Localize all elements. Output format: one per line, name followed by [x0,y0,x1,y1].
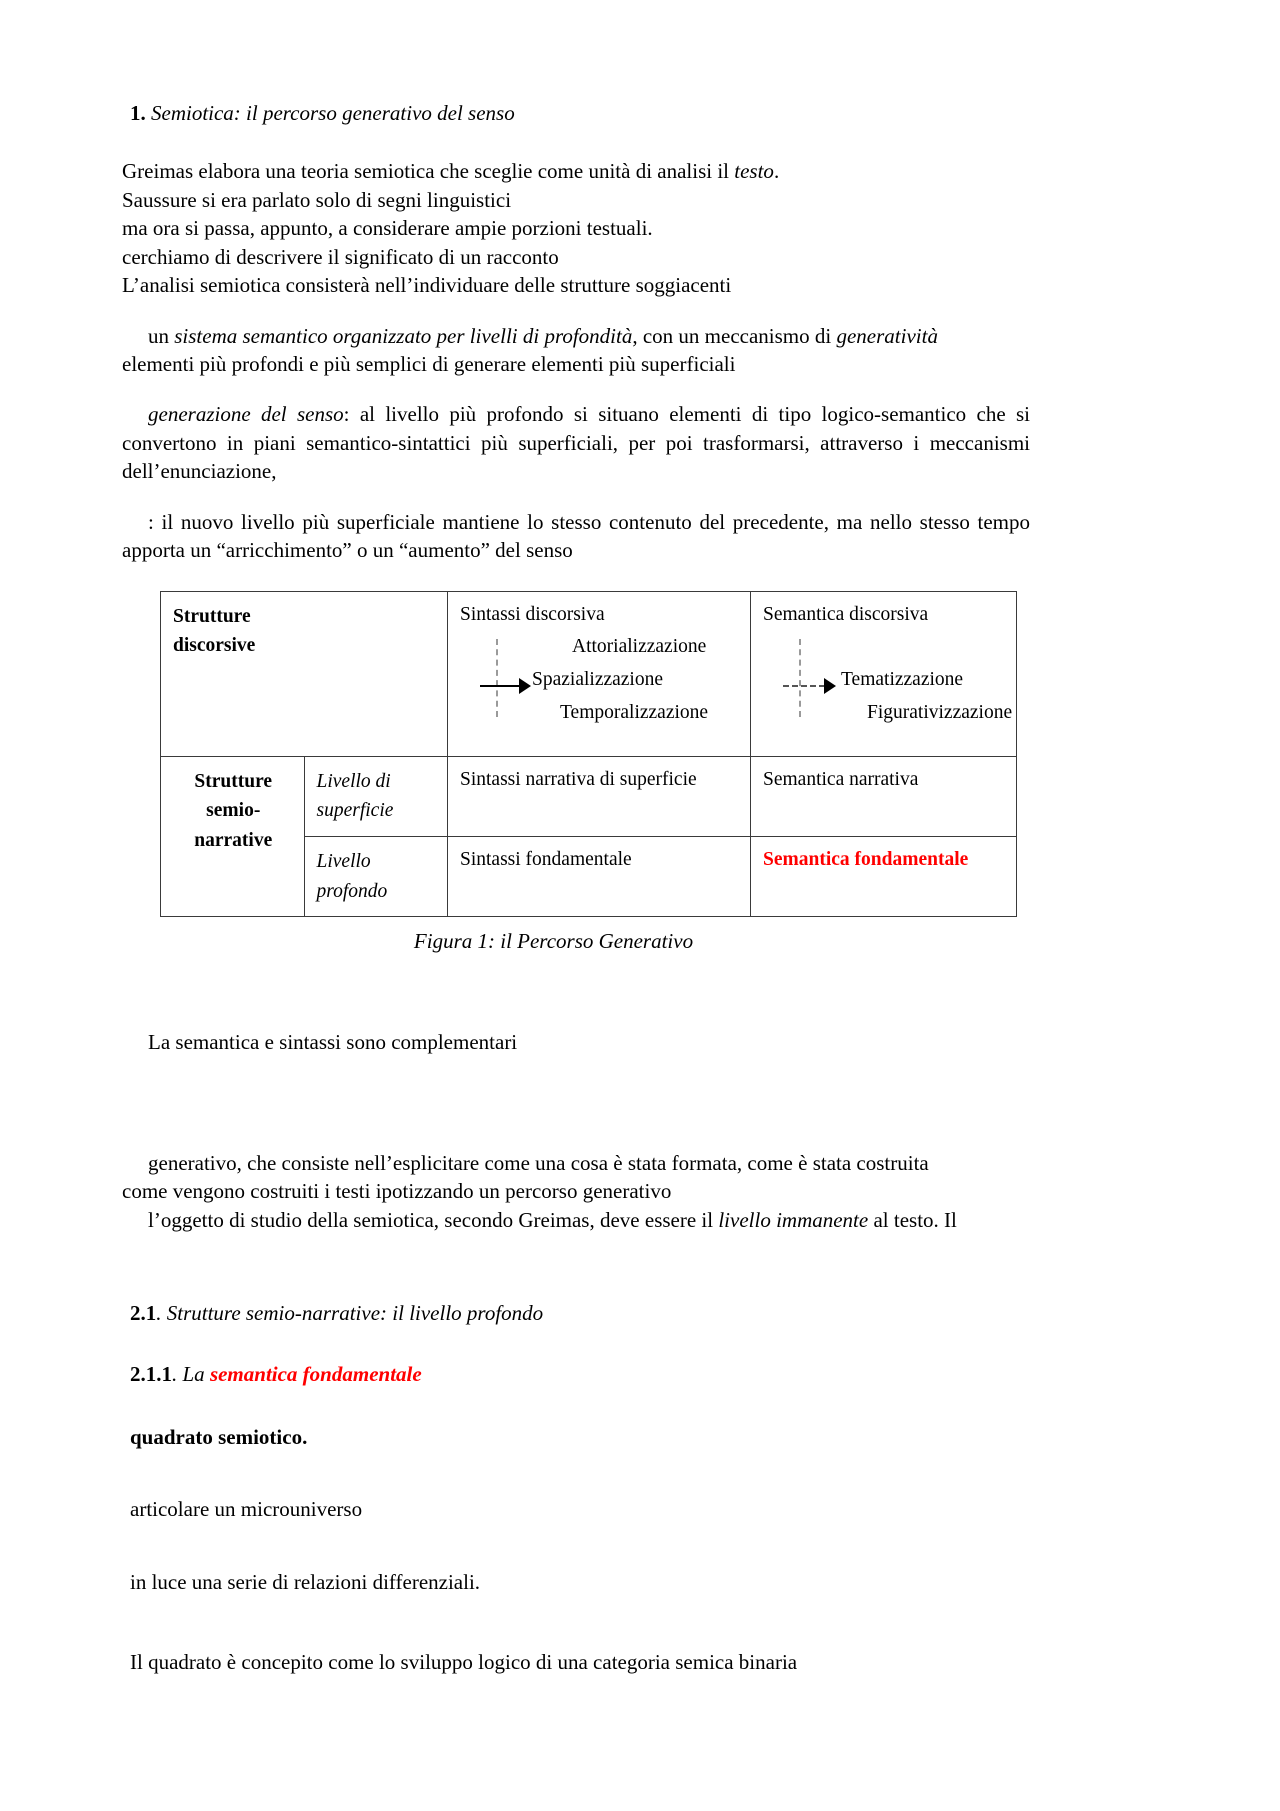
sintassi-discorsiva-items [532,631,708,729]
section-2-1-number: 2.1 [130,1301,157,1326]
semio-narrative-line-3: narrative [194,829,273,851]
table-row-superficie [161,756,1017,836]
paragraph-4: : il nuovo livello più superficiale mantiene lo stesso contenuto del precedente, ma nello stesso tempo apporta un “arricchimento” o un “aumento” del senso [122,509,1030,563]
spacer [122,1524,1030,1568]
section-1-title: Semiotica: il percorso generativo del senso [151,101,515,125]
semantica-item-tematizzazione: Tematizzazione [841,668,964,690]
paragraph-7 [122,1206,1030,1234]
cell-semantica-discorsiva [751,591,1017,756]
arrow-head-icon [824,678,836,694]
section-1-number: 1. [130,101,146,125]
arrow-head-icon [519,678,531,694]
intro-line-1-text: Greimas elabora una teoria semiotica che sceglie come unità di analisi il [122,159,735,184]
branch-dashed-arrow [783,675,836,697]
spacer [122,1596,1030,1648]
paragraph-11: Il quadrato è concepito come lo sviluppo logico di una categoria semica binaria [130,1650,798,1674]
paragraph-6 [122,1149,1030,1206]
cell-strutture-discorsive [161,591,448,756]
spacer [122,954,1030,1028]
intro-line-1 [122,157,1030,185]
table-row-discursive [161,591,1017,756]
strutture-discorsive-line-2: discorsive [173,635,256,657]
arrow-shaft-icon [783,685,825,687]
spacer [122,1451,1030,1495]
livello-profondo-line-2: profondo [316,880,388,902]
spacer [122,486,1030,508]
paragraph-10: in luce una serie di relazioni differenziali. [130,1569,481,1594]
section-2-1-1-number: 2.1.1 [130,1362,172,1387]
semantica-discorsiva-items [841,631,1012,729]
document-body [122,100,1030,1676]
arrow-shaft-icon [480,685,520,687]
paragraph-6-line-1: generativo, che consiste nell’esplicitare come una cosa è stata formata, come è stata costruita [148,1150,929,1175]
percorso-generativo-table [160,591,1017,918]
section-2-1-1-highlight: semantica fondamentale [209,1362,422,1387]
p3-rest: : al livello più profondo si situano elementi di tipo logico-semantico che si convertono in piani semantico-sintattici più superficiali, per poi trasformarsi, attraverso i meccanismi dell’enunciazione, [122,402,1030,484]
paragraph-2-line-2: elementi più profondi e più semplici di generare elementi più superficiali [122,352,736,377]
cell-semantica-narrativa: Semantica narrativa [751,756,1017,836]
livello-profondo-line-1: Livello [316,850,371,872]
spacer [122,1057,1030,1149]
p2-italic-1: sistema semantico organizzato per livelli di profondità [174,323,633,348]
cell-strutture-semio-narrative [161,756,305,917]
intro-line-1-tail: . [773,159,780,184]
section-2-1-title: . Strutture semio-narrative: il livello profondo [156,1301,544,1326]
spacer [122,300,1030,322]
spacer [122,1327,1030,1361]
intro-line-3: ma ora si passa, appunto, a considerare ampie porzioni testuali. [122,216,653,241]
paragraph-9: articolare un microuniverso [130,1497,363,1522]
cell-sintassi-discorsiva [448,591,751,756]
section-2-1-1-lead: . La [172,1362,210,1387]
semantica-item-figurativizzazione: Figurativizzazione [867,701,1013,723]
figure-1 [122,591,1030,955]
p2-lead: un [148,323,175,348]
p7-tail: al testo. Il [868,1207,957,1232]
p7-italic: livello immanente [718,1207,869,1232]
spacer [122,127,1030,157]
semantica-discorsiva-title: Semantica discorsiva [763,603,929,625]
spacer [122,1389,1030,1423]
sintassi-discorsiva-branch [460,631,740,743]
semantica-fondamentale-text: Semantica fondamentale [763,848,969,870]
paragraph-3 [122,400,1030,485]
spacer [122,1234,1030,1300]
p7-lead: l’oggetto di studio della semiotica, secondo Greimas, deve essere il [148,1207,719,1232]
cell-sintassi-narrativa-superficie: Sintassi narrativa di superficie [448,756,751,836]
livello-superficie-line-2: superficie [316,800,394,822]
intro-line-5: L’analisi semiotica consisterà nell’individuare delle strutture soggiacenti [122,273,732,298]
semantica-discorsiva-branch [763,631,1013,743]
section-2-1-1-heading [130,1361,1030,1388]
sintassi-discorsiva-title: Sintassi discorsiva [460,603,605,625]
figure-1-caption: Figura 1: il Percorso Generativo [413,929,694,954]
intro-line-1-italic: testo [734,159,774,184]
spacer [122,378,1030,400]
section-2-1-heading [130,1300,1030,1327]
sintassi-item-temporalizzazione: Temporalizzazione [560,701,709,723]
intro-line-2: Saussure si era parlato solo di segni linguistici [122,187,512,212]
paragraph-6-line-2: come vengono costruiti i testi ipotizzando un percorso generativo [122,1179,672,1204]
paragraph-2-line-1 [122,322,1030,350]
cell-livello-profondo [304,836,448,916]
paragraph-5: La semantica e sintassi sono complementari [148,1030,518,1055]
strutture-discorsive-line-1: Strutture [173,605,251,627]
livello-superficie-line-1: Livello di [316,770,391,792]
sintassi-item-spazializzazione: Spazializzazione [532,668,664,690]
cell-semantica-fondamentale [751,836,1017,916]
p2-italic-2: generatività [836,323,938,348]
cell-sintassi-fondamentale: Sintassi fondamentale [448,836,751,916]
paragraph-2 [122,322,1030,379]
sintassi-item-attorializzazione: Attorializzazione [572,636,707,658]
intro-lines [122,157,1030,299]
semio-narrative-line-1: Strutture [194,770,273,792]
branch-solid-arrow [480,675,531,697]
intro-line-4: cerchiamo di descrivere il significato di un racconto [122,244,559,269]
semio-narrative-line-2: semio- [206,800,261,822]
p3-italic: generazione del senso [148,402,344,427]
paragraph-8: quadrato semiotico. [130,1424,308,1449]
cell-livello-di-superficie [304,756,448,836]
section-1-heading [130,100,1030,127]
p2-mid: , con un meccanismo di [632,323,837,348]
